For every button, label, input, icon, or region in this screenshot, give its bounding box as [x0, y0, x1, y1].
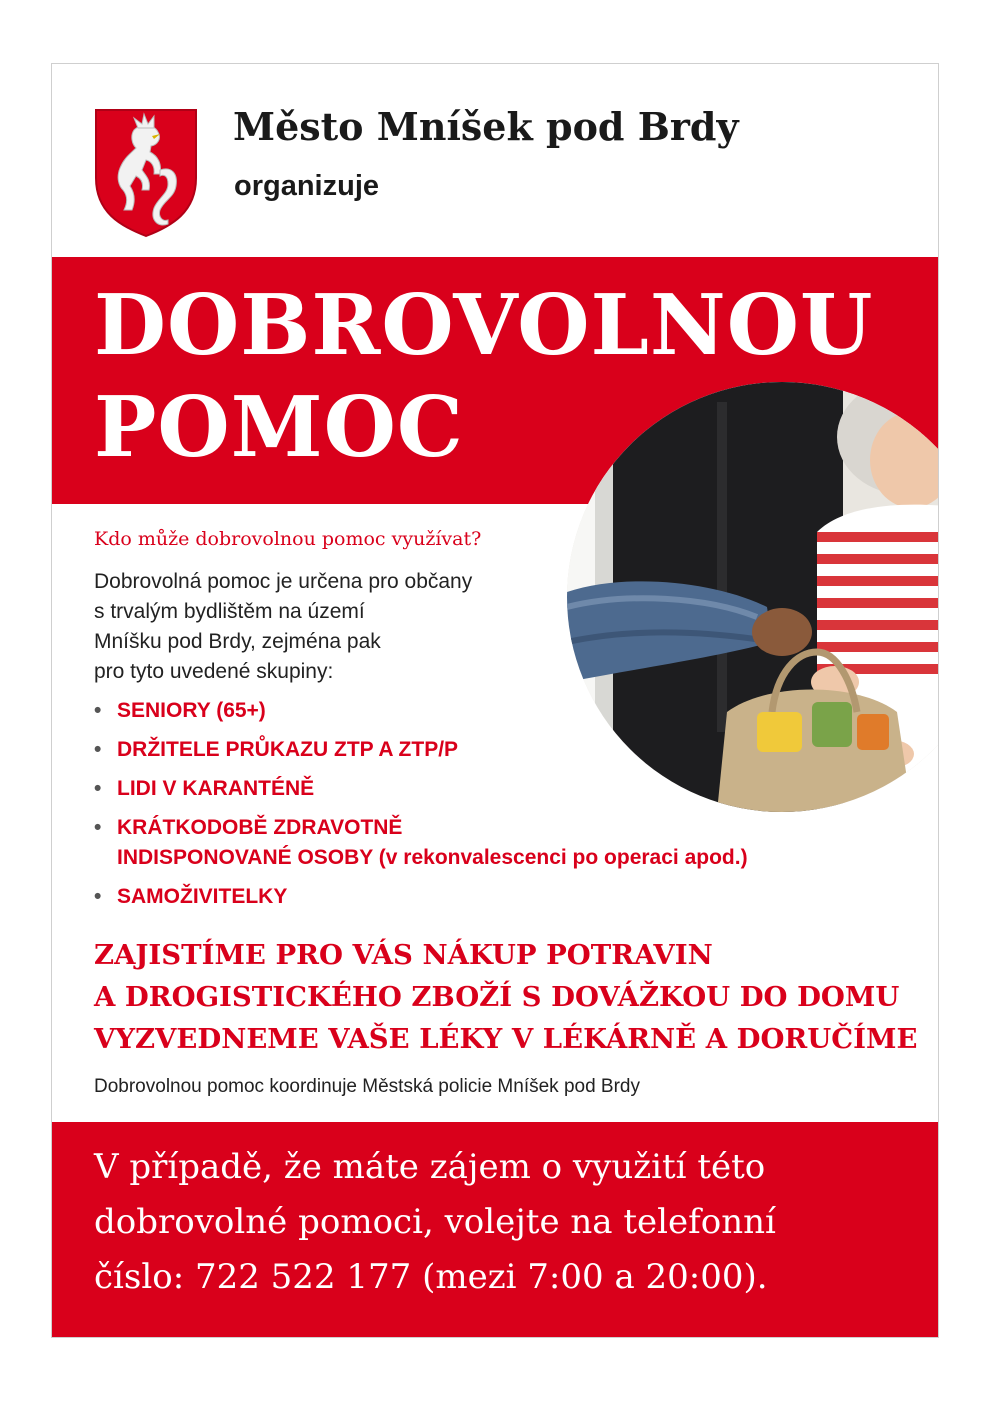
- service-line: A DROGISTICKÉHO ZBOŽÍ S DOVÁŽKOU DO DOMU: [94, 981, 900, 1013]
- bullet-icon: •: [94, 816, 102, 839]
- contact-text: [94, 1140, 776, 1305]
- headline-line-1: DOBROVOLNOU: [94, 276, 874, 374]
- list-item: [94, 774, 748, 804]
- eligibility-intro: [94, 567, 574, 687]
- contact-line: dobrovolné pomoci, volejte na telefonní: [94, 1202, 776, 1242]
- intro-line: Mníšku pod Brdy, zejména pak: [94, 630, 381, 653]
- list-item: [94, 696, 748, 726]
- intro-line: pro tyto uvedené skupiny:: [94, 660, 334, 683]
- services-statement: [94, 934, 917, 1060]
- contact-line: číslo: 722 522 177 (mezi 7:00 a 20:00).: [94, 1257, 768, 1297]
- group-label: LIDI V KARANTÉNĚ: [117, 777, 315, 800]
- list-item: [94, 882, 748, 912]
- eligible-groups-list: [94, 696, 748, 921]
- list-item: [94, 813, 748, 873]
- coat-of-arms-icon: [94, 108, 198, 238]
- contact-line: V případě, že máte zájem o využití této: [94, 1147, 766, 1187]
- intro-line: Dobrovolná pomoc je určena pro občany: [94, 570, 473, 593]
- group-label-continued: [117, 843, 748, 873]
- coordinator-note: Dobrovolnou pomoc koordinuje Městská policie Mníšek pod Brdy: [94, 1076, 640, 1097]
- group-label: KRÁTKODOBĚ ZDRAVOTNĚ: [117, 816, 403, 839]
- organization-subtitle: organizuje: [234, 170, 380, 202]
- organization-name: Město Mníšek pod Brdy: [233, 104, 739, 149]
- group-label: SAMOŽIVITELKY: [117, 885, 288, 908]
- bullet-icon: •: [94, 777, 102, 800]
- group-label: DRŽITELE PRŮKAZU ZTP A ZTP/P: [117, 738, 459, 761]
- group-label-part: INDISPONOVANÉ OSOBY: [117, 846, 373, 869]
- service-line: ZAJISTÍME PRO VÁS NÁKUP POTRAVIN: [94, 939, 713, 971]
- group-label: SENIORY (65+): [117, 699, 266, 722]
- group-note: (v rekonvalescenci po operaci apod.): [378, 846, 748, 869]
- list-item: [94, 735, 748, 765]
- bullet-icon: •: [94, 885, 102, 908]
- contact-box: [52, 1122, 939, 1338]
- intro-line: s trvalým bydlištěm na území: [94, 600, 365, 623]
- eligibility-question: Kdo může dobrovolnou pomoc využívat?: [94, 528, 482, 550]
- headline-line-2: POMOC: [94, 378, 464, 476]
- service-line: VYZVEDNEME VAŠE LÉKY V LÉKÁRNĚ A DORUČÍME: [94, 1023, 918, 1055]
- bullet-icon: •: [94, 699, 102, 722]
- bullet-icon: •: [94, 738, 102, 761]
- poster: [51, 63, 939, 1338]
